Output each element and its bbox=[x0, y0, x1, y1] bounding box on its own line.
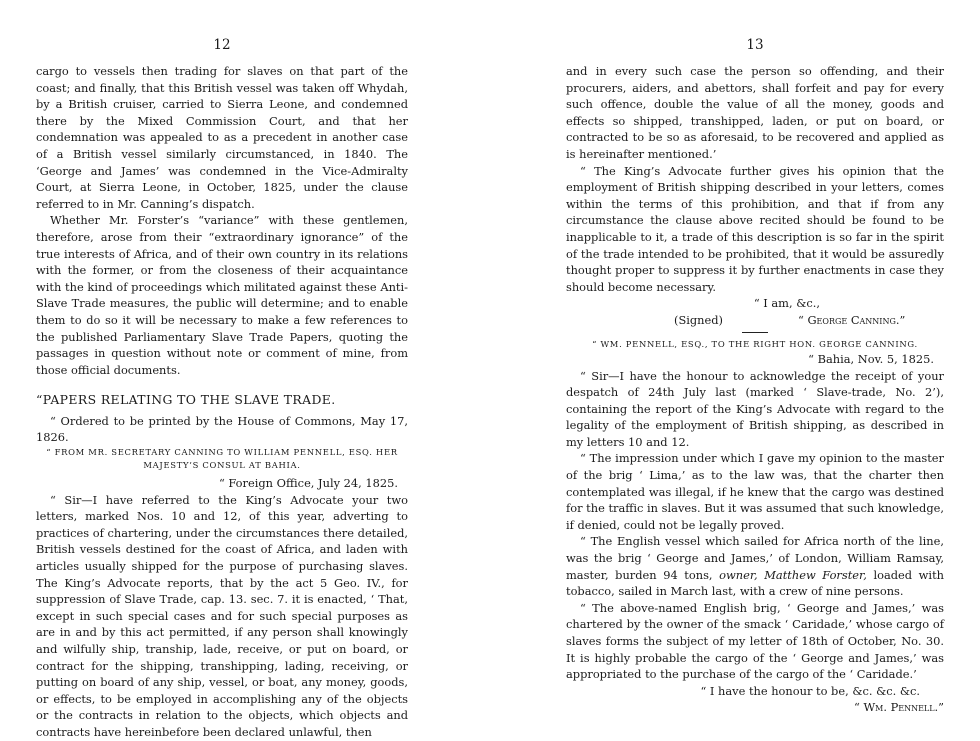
divider bbox=[742, 332, 768, 333]
owner-emphasis: owner, Matthew Forster, bbox=[719, 567, 867, 582]
signature-name: “ Wm. Pennell.” bbox=[854, 700, 944, 715]
letter-closing: “ I am, &c., bbox=[753, 296, 820, 311]
right-page bbox=[566, 0, 944, 715]
paragraph: “ The above-named English brig, ‘ George and James,’ was chartered by the owner of the smack ‘ Caridade,’ whose cargo of slaves forms the subject of my letter of 18th of October, No. 30. It is highly probable the cargo of the ‘ George and James,’ was appropriated to the purchase of the cargo of the ‘ Caridade.’ bbox=[566, 600, 944, 682]
paragraph bbox=[566, 533, 944, 599]
paragraph-text: loaded with tobacco, sailed in March last, with a crew of nine persons. bbox=[566, 567, 944, 599]
page-number: 13 bbox=[746, 37, 764, 53]
paragraph: cargo to vessels then trading for slaves on that part of the coast; and finally, that this British vessel was taken off Whydah, by a British cruiser, carried to Sierra Leone, and condemned there by the Mixed Commission Court, and that her condemnation was appealed to as a precedent in another case of a British vessel similarly circumstanced, in 1840. The ‘George and James’ was condemned in the Vice-Admiralty Court, at Sierra Leone, in October, 1825, under the clause referred to in Mr. Canning’s dispatch. bbox=[36, 64, 408, 211]
paragraph-text: “ The English vessel which sailed for Africa north of the line, was the brig ‘ George and James,’ of London, William Ramsay, master, burden 94 tons, bbox=[566, 534, 944, 582]
signature-line bbox=[566, 312, 944, 329]
letter-heading: “ WM. PENNELL, ESQ., TO THE RIGHT HON. GEORGE CANNING. bbox=[592, 338, 918, 349]
letter-body: “ Sir—I have referred to the King’s Advocate your two letters, marked Nos. 10 and 12, of this year, adverting to practices of chartering, under the circumstances there detailed, British vessels destined for the coast of Africa, and laden with articles usually shipped for the purpose of purchasing slaves. The King’s Advocate reports, that by the act 5 Geo. IV., for suppression of Slave Trade, cap. 13. sec. 7. it is enacted, ‘ That, except in such special cases and for such special purposes as are in and by this act permitted, if any person shall knowingly and wilfully ship, tranship, lade, receive, or put on board, or contract for the shipping, transhipping, lading, receiving, or putting on board of any ship, vessel, or boat, any money, goods, or effects, to be employed in accomplishing any of the objects or the contracts in relation to the objects, which objects and contracts have hereinbefore been declared unlawful, then bbox=[36, 492, 408, 739]
paragraph: “ Sir—I have the honour to acknowledge the receipt of your despatch of 24th July last (marked ‘ Slave-trade, No. 2’), containing the report of the King’s Advocate with regard to the legality of the employment of British shipping, as described in my letters 10 and 12. bbox=[566, 368, 944, 449]
paragraph: “ The impression under which I gave my opinion to the master of the brig ‘ Lima,’ as to the law was, that the charter then contemplated was illegal, if he knew that the cargo was destined for the traffic in slaves. But it was assumed that such knowledge, if denied, could not be legally proved. bbox=[566, 451, 944, 532]
page-body bbox=[566, 63, 944, 716]
letter-dateline: “ Bahia, Nov. 5, 1825. bbox=[808, 351, 934, 366]
section-heading: “PAPERS RELATING TO THE SLAVE TRADE. bbox=[36, 392, 336, 408]
letter-dateline: “ Foreign Office, July 24, 1825. bbox=[218, 476, 398, 491]
signed-label: (Signed) bbox=[674, 312, 723, 327]
left-page bbox=[36, 0, 408, 739]
paragraph: and in every such case the person so offending, and their procurers, aiders, and abettors, shall forfeit and pay for every such offence, double the value of all the money, goods and effects so shipped, transhipped, laden, or put on board, or contracted to be so as aforesaid, to be recovered and applied as is hereinafter mentioned.’ bbox=[566, 64, 944, 161]
letter-heading: “ FROM MR. SECRETARY CANNING TO WILLIAM PENNELL, ESQ. HER MAJESTY’S CONSUL AT BAHIA. bbox=[46, 447, 398, 471]
signature-name: “ George Canning.” bbox=[798, 312, 906, 327]
paragraph: “ The King’s Advocate further gives his opinion that the employment of British shipping described in your letters, comes within the terms of this prohibition, and that if from any circumstance the clause above recited should be found to be inapplicable to it, a trade of this description is so far in the spirit of the trade intended to be prohibited, that it would be assuredly thought proper to suppress it by further enactments in case they should become necessary. bbox=[566, 163, 944, 294]
paragraph: Whether Mr. Forster’s “variance” with these gentlemen, therefore, arose from their “extraordinary ignorance” of the true interests of Africa, and of their own country in its relations with the former, or from the closeness of their acquaintance with the kind of proceedings which militated against these Anti-Slave Trade measures, the public will determine; and to enable them to do so it will be necessary to make a few references to the published Parliamentary Slave Trade Papers, quoting the passages in question without note or comment of mine, from those official documents. bbox=[36, 213, 408, 377]
letter-closing: “ I have the honour to be, &c. &c. &c. bbox=[700, 683, 920, 698]
page-number: 12 bbox=[213, 37, 231, 53]
page-body bbox=[36, 63, 408, 741]
ordered-line: “ Ordered to be printed by the House of Commons, May 17, 1826. bbox=[36, 413, 408, 445]
